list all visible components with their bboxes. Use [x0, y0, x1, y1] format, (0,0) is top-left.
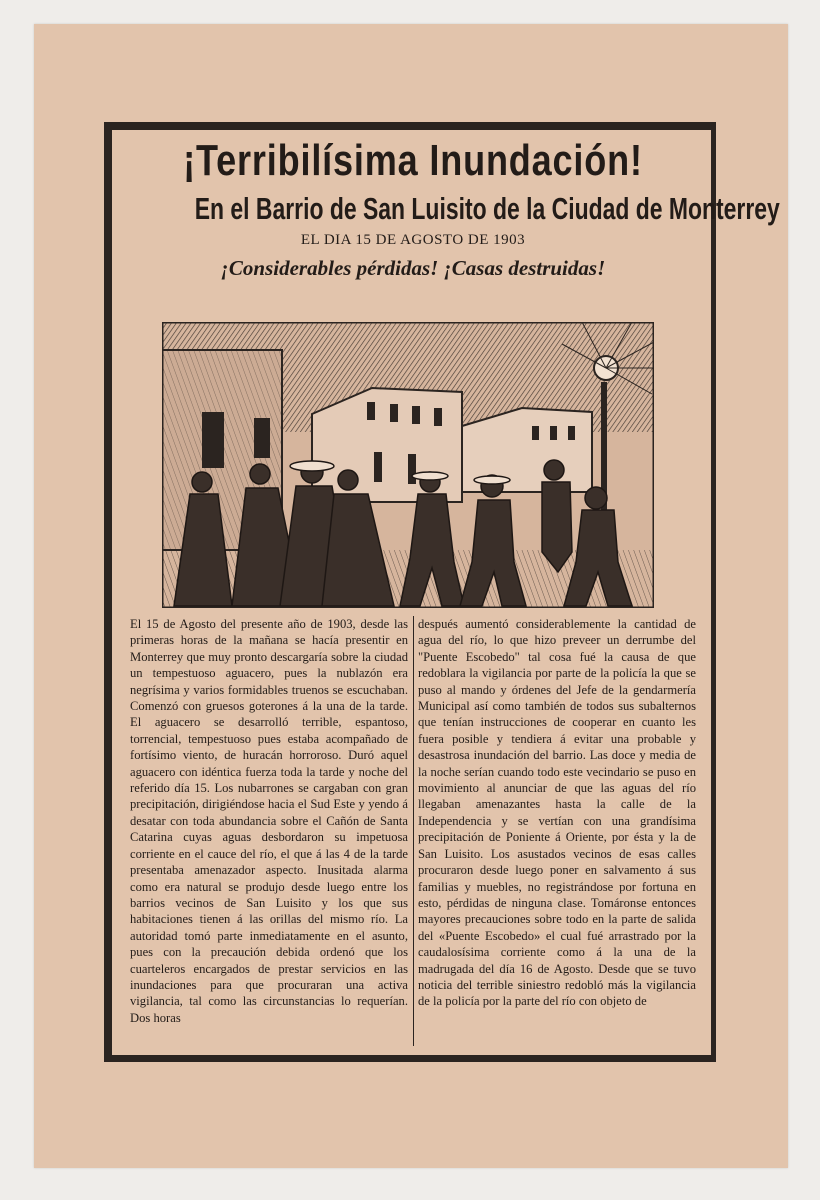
column-divider — [413, 616, 414, 1046]
tagline: ¡Considerables pérdidas! ¡Casas destruidas! — [220, 256, 606, 280]
article-column-right: después aumentó considerablemente la cantidad de agua del río, lo que hizo preveer un derrumbe del "Puente Escobedo" tal cosa fué la causa de que redoblara la vigilancia por parte de la policía la que se puso al mando y órdenes del Jefe de la gendarmería Municipal así como también de todos sus subalternos que tenían instrucciones de cooperar en cuanto les fuera posible y tendiera á evitar una probable y desastrosa inundación del barrio. Las doce y media de la noche serían cuando todo este vecindario se puso en movimiento al anunciar de que las aguas del río llegaban amenazantes hasta la calle de la Independencia y se vertían con una grandísima precipitación de Poniente á Oriente, por ésta y la de San Luisito. Los asustados vecinos de esas calles procuraron desde luego poner en salvamento á sus familias y muebles, no registrándose por fortuna en esto, pérdidas de ninguna clase. Tomáronse entonces mayores precauciones sobre todo en la parte de salida del «Puente Escobedo» el cual fué arrastrado por la caudalosísima corriente como á la una de la madrugada del día 16 de Agosto. Desde que se tuvo noticia del terrible siniestro redobló más la vigilancia de la policía por la parte del río con objeto de — [418, 617, 696, 1009]
flood-engraving-illustration — [162, 322, 654, 608]
broadside-content — [118, 132, 780, 1052]
headline: ¡Terribilísima Inundación! — [183, 136, 643, 185]
article-body — [130, 616, 696, 1046]
article-column-left: El 15 de Agosto del presente año de 1903, desde las primeras horas de la mañana se hacía presentir en Monterrey que muy pronto descargaría sobre la ciudad un tempestuoso aguacero, pues la nublazón era negrísima y varios formidables truenos se escuchaban. Comenzó con gruesos goterones á la una de la tarde. El aguacero se desarrolló terrible, espantoso, torrencial, tempestuoso pues estaba acompañado de fortísimo viento, de huracán horroroso. Duró aquel aguacero con idéntica fuerza toda la tarde y noche del referido día 15. Los nubarrones se cargaban con gran precipitación, dirigiéndose hacia el Sud Este y yendo á desatar con toda abundancia sobre el Cañón de Santa Catarina cuyas aguas desbordaron su impetuosa corriente en el cauce del río, el que á las 4 de la tarde presentaba amenazador aspecto. Inusitada alarma como era natural se produjo desde luego entre los barrios vecinos de San Luisito y los que sus habitaciones tienen á las orillas del mismo río. La autoridad tomó parte inmediatamente en el asunto, pues con la precaución debida ordenó que los cuarteleros encargados de prestar servicios en las inundaciones para que procuraran una activa vigilancia, tal como las circunstancias lo requerían. Dos horas — [130, 617, 408, 1025]
subheadline: En el Barrio de San Luisito de la Ciudad de Monterrey — [194, 191, 780, 226]
date-line: EL DIA 15 DE AGOSTO DE 1903 — [300, 232, 526, 248]
